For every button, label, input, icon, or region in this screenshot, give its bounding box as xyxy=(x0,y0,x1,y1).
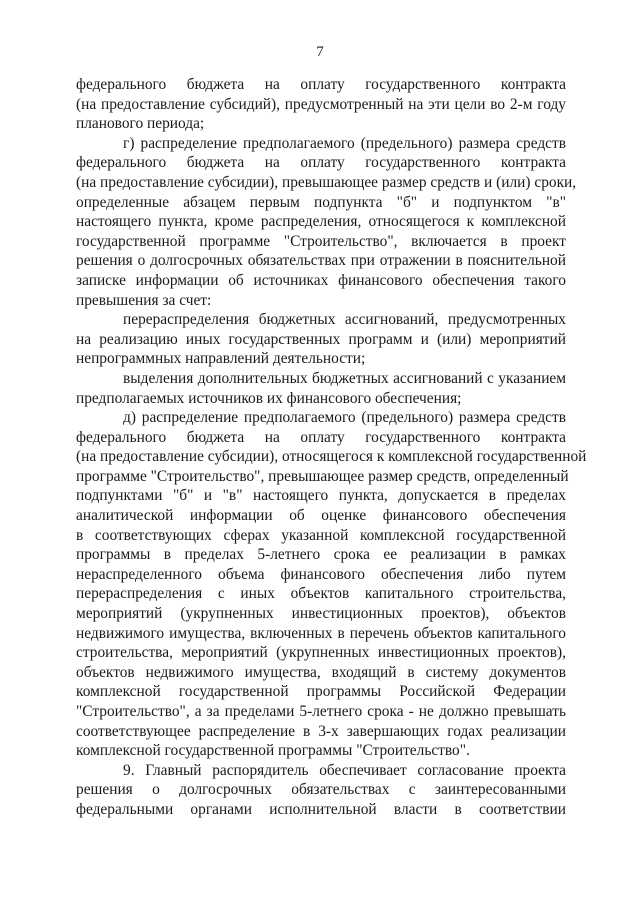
text-line: д) распределение предполагаемого (предельного) размера средств xyxy=(123,409,566,427)
text-line: мероприятий (укрупненных инвестиционных проектов), объектов xyxy=(76,605,566,623)
text-line: государственной программе "Строительство", включается в проект xyxy=(76,232,566,250)
text-line: программы в пределах 5-летнего срока ее реализации в рамках xyxy=(76,546,566,564)
page-number: 7 xyxy=(316,44,324,60)
text-line: планового периода; xyxy=(76,115,205,133)
text-line: (на предоставление субсидии), превышающее размер средств и (или) сроки, xyxy=(76,173,577,191)
text-line: федеральными органами исполнительной власти в соответствии xyxy=(76,800,566,818)
text-line: федерального бюджета на оплату государственного контракта xyxy=(76,428,566,446)
text-line: превышения за счет: xyxy=(76,291,212,309)
text-line: недвижимого имущества, включенных в перечень объектов капитального xyxy=(76,624,566,642)
text-line: комплексной государственной программы "Строительство". xyxy=(76,742,470,760)
text-line: непрограммных направлений деятельности; xyxy=(76,350,366,368)
text-line: в соответствующих сферах указанной комплексной государственной xyxy=(76,526,566,544)
text-line: (на предоставление субсидии), относящегося к комплексной государственной xyxy=(76,448,587,466)
text-line: соответствующее распределение в 3-х завершающих годах реализации xyxy=(76,722,566,740)
text-line: определенные абзацем первым подпункта "б" и подпунктом "в" xyxy=(76,193,566,211)
text-line: 9. Главный распорядитель обеспечивает согласование проекта xyxy=(123,761,566,779)
text-line: строительства, мероприятий (укрупненных инвестиционных проектов), xyxy=(76,644,566,662)
text-line: г) распределение предполагаемого (предельного) размера средств xyxy=(123,134,566,152)
text-line: подпунктами "б" и "в" настоящего пункта, допускается в пределах xyxy=(76,487,566,505)
document-body xyxy=(76,75,587,820)
text-line: федерального бюджета на оплату государственного контракта xyxy=(76,76,566,93)
text-line: выделения дополнительных бюджетных ассигнований с указанием xyxy=(123,369,566,387)
text-line: аналитической информации об оценке финансового обеспечения xyxy=(76,507,566,525)
text-line: записке информации об источниках финансового обеспечения такого xyxy=(76,271,566,289)
text-line: на реализацию иных государственных программ и (или) мероприятий xyxy=(76,330,566,348)
text-line: нераспределенного объема финансового обеспечения либо путем xyxy=(76,565,566,583)
text-line: перераспределения с иных объектов капитального строительства, xyxy=(76,585,566,603)
text-line: федерального бюджета на оплату государственного контракта xyxy=(76,154,566,172)
text-line: программе "Строительство", превышающее размер средств, определенный xyxy=(76,467,569,485)
text-line: решения о долгосрочных обязательствах при отражении в пояснительной xyxy=(76,252,566,270)
text-line: настоящего пункта, кроме распределения, относящегося к комплексной xyxy=(76,213,566,231)
text-line: комплексной государственной программы Российской Федерации xyxy=(76,683,566,701)
text-line: предполагаемых источников их финансового обеспечения; xyxy=(76,389,462,407)
text-line: объектов недвижимого имущества, входящий в систему документов xyxy=(76,663,566,681)
text-line: (на предоставление субсидий), предусмотренный на эти цели во 2-м году xyxy=(76,95,566,113)
text-line: решения о долгосрочных обязательствах с заинтересованными xyxy=(76,781,566,799)
text-line: "Строительство", а за пределами 5-летнего срока - не должно превышать xyxy=(76,703,566,720)
text-line: перераспределения бюджетных ассигнований, предусмотренных xyxy=(123,311,566,329)
